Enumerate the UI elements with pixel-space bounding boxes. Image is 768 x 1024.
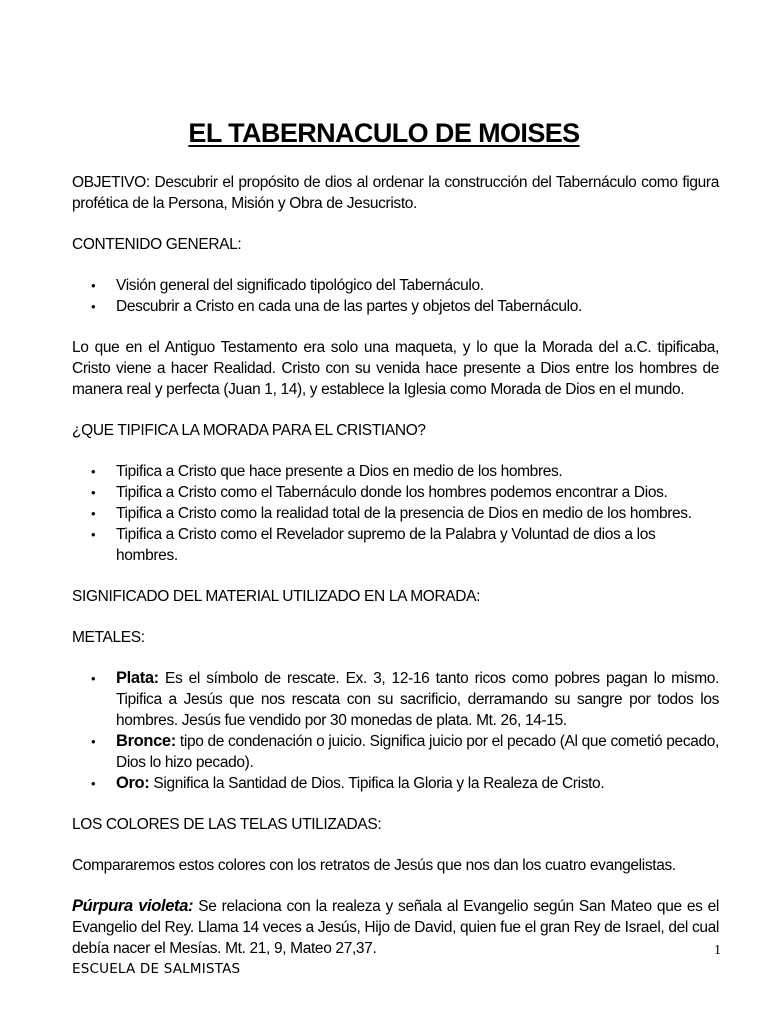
page-number: 1 [714, 943, 721, 958]
metal-description: Significa la Santidad de Dios. Tipifica la Gloria y la Realeza de Cristo. [149, 775, 605, 792]
document-title: EL TABERNACULO DE MOISES [188, 118, 580, 148]
colores-heading: LOS COLORES DE LAS TELAS UTILIZADAS: [72, 816, 382, 833]
list-item: • Tipifica a Cristo como el Revelador supremo de la Palabra y Voluntad de dios a los hombres. [116, 524, 719, 566]
metales-heading: METALES: [72, 629, 145, 646]
contenido-heading: CONTENIDO GENERAL: [72, 236, 242, 253]
metal-term: Bronce: [116, 732, 176, 750]
metal-description: Es el símbolo de rescate. Ex. 3, 12-16 tanto ricos como pobres pagan lo mismo. Tipifica a Jesús que nos rescata con su sacrificio, derramando su sangre por todos los hombres. Jesús fue vendido por 30 monedas de plata. Mt. 26, 14-15. [116, 670, 719, 729]
intro-paragraph: Lo que en el Antiguo Testamento era solo una maqueta, y lo que la Morada del a.C. tipificaba, Cristo viene a hacer Realidad. Cristo con su venida hace presente a Dios entre los hombres de manera real y perfecta (Juan 1, 14), y establece la Iglesia como Morada de Dios en el mundo. [72, 339, 719, 398]
metal-description: tipo de condenación o juicio. Significa juicio por el pecado (Al que cometió pecado, Dios lo hizo pecado). [116, 733, 719, 771]
metal-term: Oro: [116, 774, 150, 792]
metal-term: Plata: [116, 669, 159, 687]
document-body [72, 172, 719, 979]
footer-text: ESCUELA DE SALMISTAS [72, 961, 241, 977]
contenido-list [72, 275, 719, 317]
list-item: • Tipifica a Cristo que hace presente a Dios en medio de los hombres. [116, 461, 719, 482]
color-description: Se relaciona con la realeza y señala al Evangelio según San Mateo que es el Evangelio del Rey. Llama 14 veces a Jesús, Hijo de David, quien fue el gran Rey de Israel, del cual debía nacer el Mesías. Mt. 21, 9, Mateo 27,37. [72, 898, 719, 957]
list-item-oro [116, 773, 719, 794]
list-item: • Visión general del significado tipológico del Tabernáculo. [116, 275, 719, 296]
color-term: Púrpura violeta: [72, 897, 194, 915]
list-item: • Descubrir a Cristo en cada una de las partes y objetos del Tabernáculo. [116, 296, 719, 317]
list-item-plata [116, 668, 719, 731]
material-heading: SIGNIFICADO DEL MATERIAL UTILIZADO EN LA MORADA: [72, 588, 481, 605]
colores-intro: Compararemos estos colores con los retratos de Jesús que nos dan los cuatro evangelistas. [72, 857, 676, 874]
objective-paragraph: OBJETIVO: Descubrir el propósito de dios al ordenar la construcción del Tabernáculo como figura profética de la Persona, Misión y Obra de Jesucristo. [72, 174, 719, 212]
tipifica-heading: ¿QUE TIPIFICA LA MORADA PARA EL CRISTIANO? [72, 422, 426, 439]
list-item: • Tipifica a Cristo como la realidad total de la presencia de Dios en medio de los hombres. [116, 503, 719, 524]
list-item-bronce [116, 731, 719, 773]
list-item: • Tipifica a Cristo como el Tabernáculo donde los hombres podemos encontrar a Dios. [116, 482, 719, 503]
purpura-paragraph [72, 896, 719, 959]
metales-list [72, 668, 719, 794]
tipifica-list [72, 461, 719, 566]
